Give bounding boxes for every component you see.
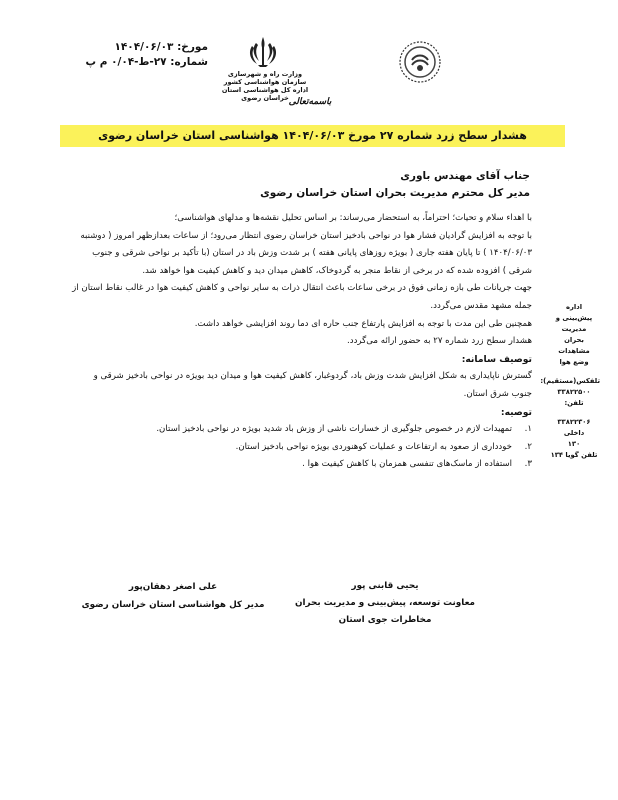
- signature-right: [290, 578, 480, 629]
- paragraph: هشدار سطح زرد شماره ۲۷ به حضور ارائه می‌گردد.: [347, 336, 532, 347]
- org-line: اداره کل هواشناسی استان خراسان رضوی: [221, 86, 309, 102]
- greeting: با اهداء سلام و تحیات؛ احتراماً، به استحضار می‌رساند: بر اساس تحلیل نقشه‌ها و مدلهای هواشناسی؛: [174, 213, 532, 223]
- paragraph: جهت جریانات طی بازه زمانی فوق در برخی ساعات باعث انتقال ذرات به سایر نواحی و کاهش کیفیت هوا در غالب نقاط استان از جمله مشهد مقدس می‌گردد.: [72, 283, 532, 311]
- org-line: سازمان هواشناسی کشور: [223, 78, 307, 86]
- date-value: ۱۴۰۴/۰۶/۰۳: [114, 41, 174, 53]
- signer-title: معاونت توسعه، پیش‌بینی و مدیریت بحران: [295, 598, 475, 608]
- list-item-number: ۱.: [524, 424, 532, 435]
- list-item-number: ۳.: [524, 459, 532, 470]
- list-item-text: خودداری از صعود به ارتفاعات و عملیات کوهنوردی بویژه نواحی بادخیز استان.: [235, 441, 512, 452]
- unit-line: وضع هوا: [559, 358, 589, 366]
- signature-left: [68, 578, 278, 614]
- signer-name: یحیی قابنی پور: [351, 581, 419, 591]
- list-item-text: استفاده از ماسک‌های تنفسی همزمان با کاهش کیفیت هوا .: [302, 459, 512, 470]
- unit-line: مشاهدات: [558, 347, 590, 355]
- recipient: [110, 168, 530, 202]
- system-description: گسترش ناپایداری به شکل افزایش شدت وزش باد، گردوغبار، کاهش کیفیت هوا و میدان دید بویژه در نواحی بادخیز شرقی و جنوب شرق استان.: [93, 371, 532, 399]
- list-item: [72, 456, 532, 474]
- org-line: وزارت راه و شهرسازی: [227, 70, 303, 78]
- phone-value: ۳۳۸۲۲۵۰۰: [557, 388, 591, 396]
- signer-name: علی اصغر دهقان‌پور: [128, 582, 218, 592]
- signer-title: مدیر کل هواشناسی استان خراسان رضوی: [81, 600, 265, 610]
- phone2-value: ۳۳۸۲۲۳۰۶: [557, 418, 591, 426]
- paragraph: با توجه به افزایش گرادیان فشار هوا در نواحی بادخیز استان خراسان رضوی انتظار می‌رود؛ از ساعات بعدازظهر امروز ( دوشنبه ۱۴۰۴/۰۶/۰۳ ) تا پایان هفته جاری ( بویژه روزهای پایانی هفته ) بر شدت وزش باد در استان (با تأکید بر نواحی شرقی و جنوب شرقی ) افزوده شده که در برخی از نقاط منجر به گردوخاک، کاهش میدان دید و کاهش کیفیت هوا خواهد شد.: [80, 230, 532, 276]
- bismillah: باسمه‌تعالی: [288, 97, 332, 107]
- phone-label: تلفکس(مستقیم):: [540, 377, 600, 385]
- date-line: [58, 40, 208, 55]
- section-title-recommendations: توصیه:: [500, 406, 532, 418]
- phone2-label: تلفن:: [564, 399, 584, 407]
- section-title-system: توصیف سامانه:: [461, 353, 532, 365]
- unit-line: بحران: [564, 336, 584, 344]
- number-line: [58, 55, 208, 70]
- number-label: شماره:: [170, 56, 208, 68]
- paragraph: همچنین طی این مدت با توجه به افزایش پارتفاع جنب حاره ای دما روند افزایشی خواهد داشت.: [194, 318, 532, 329]
- number-value: ۲۷-ط-۰/۰۴ م پ: [85, 56, 167, 68]
- letter-body: [72, 210, 532, 474]
- alert-banner: هشدار سطح زرد شماره ۲۷ مورخ ۱۴۰۴/۰۶/۰۳ هواشناسی استان خراسان رضوی: [60, 125, 565, 147]
- signer-title: مخاطرات جوی استان: [338, 615, 432, 625]
- recipient-title: مدیر کل محترم مدیریت بحران استان خراسان رضوی: [260, 187, 530, 199]
- letter-meta: [58, 40, 208, 70]
- list-item-text: تمهیدات لازم در خصوص جلوگیری از خسارات ناشی از وزش باد شدید بویژه در نواحی بادخیز استان.: [156, 424, 512, 435]
- iran-emblem-icon: [245, 34, 281, 70]
- ext-value: ۱۳۰: [567, 440, 581, 448]
- unit-line: مدیریت: [561, 325, 587, 333]
- list-item-number: ۲.: [524, 441, 532, 452]
- recommendation-list: [72, 421, 532, 474]
- side-info: [540, 302, 600, 461]
- ext-label: داخلی: [563, 429, 585, 437]
- list-item: [72, 421, 532, 439]
- unit-line: پیش‌بینی و: [555, 314, 593, 322]
- date-label: مورخ:: [177, 41, 208, 53]
- meteorology-logo-icon: [398, 40, 442, 84]
- list-item: [72, 439, 532, 457]
- direct-line: تلفن گویا ۱۳۴: [550, 451, 598, 459]
- recipient-name: جناب آقای مهندس باوری: [400, 170, 530, 182]
- unit-line: اداره: [565, 303, 583, 311]
